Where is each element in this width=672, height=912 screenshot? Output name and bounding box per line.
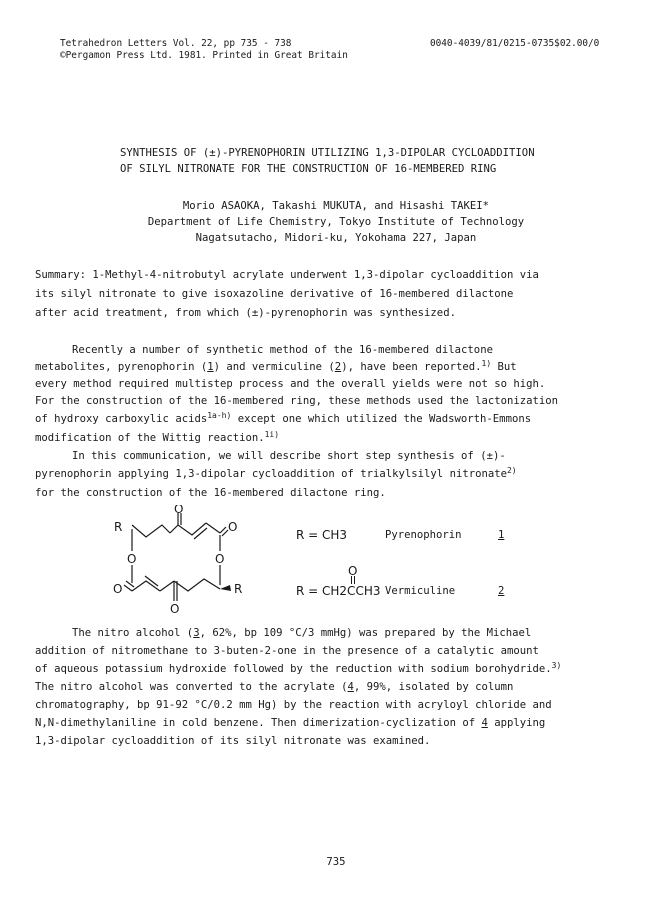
title-line-2: OF SILYL NITRONATE FOR THE CONSTRUCTION OF 16-MEMBERED RING bbox=[120, 163, 497, 175]
compound-1-number: 1 bbox=[498, 529, 505, 541]
compound-2-number: 2 bbox=[498, 585, 505, 597]
r-label-bottom: R bbox=[234, 582, 243, 596]
compound-2-carbonyl-o: O bbox=[348, 564, 358, 578]
author-names: Morio ASAOKA, Takashi MUKUTA, and Hisashi TAKEI* bbox=[182, 200, 490, 212]
top-ketone-bond bbox=[170, 525, 178, 533]
compound-1-formula: R = CH3 bbox=[296, 528, 348, 542]
pyrenophorin-structure bbox=[110, 505, 260, 615]
para1-line-4: For the construction of the 16-membered ring, these methods used the lactonization bbox=[35, 395, 558, 407]
para3-line-7: 1,3-dipolar cycloaddition of its silyl nitronate was examined. bbox=[35, 735, 431, 747]
bottom-ester-carbonyl-b bbox=[126, 581, 134, 587]
para3-line-4: The nitro alcohol was converted to the acrylate (4, 99%, isolated by column bbox=[35, 681, 514, 693]
para3-line-1: The nitro alcohol (3, 62%, bp 109 °C/3 mmHg) was prepared by the Michael bbox=[72, 627, 532, 639]
para3-line-5: chromatography, bp 91-92 °C/0.2 mm Hg) by the reaction with acryloyl chloride and bbox=[35, 699, 552, 711]
o-label-left-ring: O bbox=[127, 552, 137, 566]
para1-line-3: every method required multistep process and the overall yields were not so high. bbox=[35, 378, 546, 390]
o-label-bottom-ketone: O bbox=[170, 602, 180, 615]
para1-line-1: Recently a number of synthetic method of the 16-membered dilactone bbox=[72, 344, 493, 356]
publisher-line: ©Pergamon Press Ltd. 1981. Printed in Great Britain bbox=[60, 50, 348, 61]
o-label-top-ester: O bbox=[228, 520, 238, 534]
para3-line-3: of aqueous potassium hydroxide followed by the reduction with sodium borohydride.$^{3)}$ bbox=[35, 661, 562, 675]
para2-line-2: pyrenophorin applying 1,3-dipolar cycloaddition of trialkylsilyl nitronate$^{2)}$ bbox=[35, 466, 517, 480]
top-ester-bond bbox=[206, 523, 220, 533]
top-chain-bond bbox=[132, 525, 170, 537]
para1-line-2: metabolites, pyrenophorin (1) and vermiculine (2), have been reported.$^{1)}$ But bbox=[35, 359, 517, 373]
compound-ref-4: 4 bbox=[347, 681, 354, 693]
o-label-bottom-ester: O bbox=[113, 582, 123, 596]
compound-ref-4b: 4 bbox=[481, 717, 488, 729]
o-label-right-ring: O bbox=[215, 552, 225, 566]
bottom-ester-carbonyl bbox=[124, 585, 132, 591]
compound-2-name: Vermiculine bbox=[385, 585, 456, 597]
para1-line-5: of hydroxy carboxylic acids$^{1a-h)}$ except one which utilized the Wadsworth-Emmons bbox=[35, 411, 532, 425]
compound-2-formula: R = CH2CCH3 bbox=[296, 584, 381, 598]
bottom-ketone-bond bbox=[160, 581, 174, 591]
bottom-alkene-chain bbox=[132, 581, 160, 591]
citation-3: 3) bbox=[551, 661, 562, 670]
citation-1i: 1i) bbox=[264, 430, 280, 439]
bottom-chain-bond bbox=[174, 579, 220, 591]
author-address: Nagatsutacho, Midori-ku, Yokohama 227, Japan bbox=[195, 232, 477, 244]
compound-2-carbonyl-bond bbox=[351, 576, 355, 584]
compound-1-name: Pyrenophorin bbox=[385, 529, 462, 541]
compound-ref-3: 3 bbox=[193, 627, 200, 639]
title-line-1: SYNTHESIS OF (±)-PYRENOPHORIN UTILIZING 1,3-DIPOLAR CYCLOADDITION bbox=[120, 147, 535, 159]
journal-citation: Tetrahedron Letters Vol. 22, pp 735 - 738 bbox=[60, 38, 292, 49]
r-label-top: R bbox=[114, 520, 123, 534]
summary-line-1: Summary: 1-Methyl-4-nitrobutyl acrylate underwent 1,3-dipolar cycloaddition via bbox=[35, 269, 539, 281]
top-alkene-chain bbox=[178, 523, 206, 535]
stereo-wedge bbox=[220, 585, 231, 591]
para3-line-2: addition of nitromethane to 3-buten-2-one in the presence of a catalytic amount bbox=[35, 645, 539, 657]
citation-2: 2) bbox=[506, 466, 517, 475]
summary-line-3: after acid treatment, from which (±)-pyrenophorin was synthesized. bbox=[35, 307, 456, 319]
citation-1: 1) bbox=[481, 359, 492, 368]
page-number: 735 bbox=[326, 856, 346, 868]
compound-ref-1: 1 bbox=[207, 361, 214, 373]
top-alkene-double bbox=[194, 528, 207, 539]
para2-line-1: In this communication, we will describe short step synthesis of (±)- bbox=[72, 450, 506, 462]
author-department: Department of Life Chemistry, Tokyo Institute of Technology bbox=[147, 216, 525, 228]
citation-1a-h: 1a-h) bbox=[207, 411, 232, 420]
compound-ref-2: 2 bbox=[334, 361, 342, 373]
para3-line-6: N,N-dimethylaniline in cold benzene. Then dimerization-cyclization of 4 applying bbox=[35, 717, 546, 729]
para1-line-6: modification of the Wittig reaction.$^{1i)}$ bbox=[35, 430, 280, 444]
summary-line-2: its silyl nitronate to give isoxazoline derivative of 16-membered dilactone bbox=[35, 288, 514, 300]
article-code: 0040-4039/81/0215-0735$02.00/0 bbox=[430, 38, 600, 49]
para2-line-3: for the construction of the 16-membered dilactone ring. bbox=[35, 487, 386, 499]
o-label-top-ketone: O bbox=[174, 505, 184, 516]
